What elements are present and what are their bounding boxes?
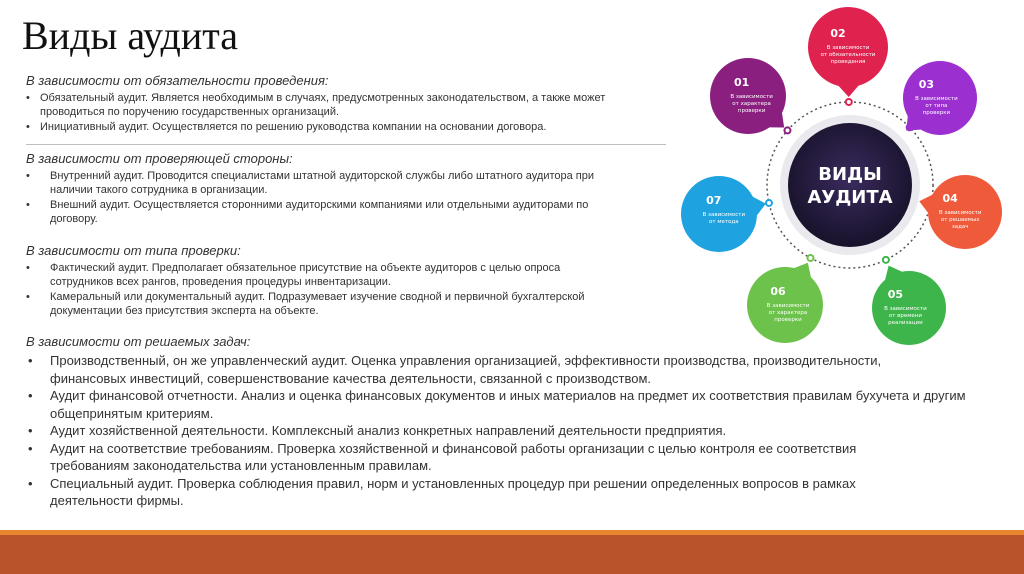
connector-dot (846, 99, 852, 105)
bubble-label: В зависимости (938, 210, 982, 216)
section-heading: В зависимости от решаемых задач: (26, 334, 251, 349)
divider (26, 144, 666, 145)
list-item: • Аудит на соответствие требованиям. Проверка хозяйственной и финансовой работы организации с целью контроля ее соответствия требованиям законодательства или установленным правилам. (26, 440, 930, 475)
bubble-label: от характера (768, 310, 808, 316)
page-title: Виды аудита (22, 13, 238, 58)
list-item: • Инициативный аудит. Осуществляется по решению руководства компании на основании договора. (26, 120, 646, 134)
center-title-line2: АУДИТА (807, 187, 893, 208)
bubble-06 (747, 263, 823, 343)
bullet-list (26, 261, 646, 318)
bubble-04 (919, 175, 1002, 249)
bullet-list (26, 91, 646, 134)
footer-bar (0, 535, 1024, 574)
bubble-label: от обязательности (820, 52, 876, 58)
bubble-number: 04 (942, 192, 958, 205)
bullet-list (26, 352, 986, 510)
bubble-label: от решаемых (940, 217, 980, 223)
section-heading: В зависимости от типа проверки: (26, 243, 241, 258)
bubble-07 (681, 176, 766, 252)
list-item: • Производственный, он же управленческий аудит. Оценка управления организацией, эффективности производства, производительности, финансовых инвестиций, совершенствование качества деятельности, связанной с производством. (26, 352, 950, 387)
bubble-label: проверки (922, 110, 951, 116)
connector-dot (807, 255, 813, 261)
bubble-label: В зависимости (766, 303, 810, 309)
connector-dot (766, 200, 772, 206)
list-item: • Внешний аудит. Осуществляется сторонними аудиторскими компаниями или отдельными аудиторами по договору. (26, 198, 630, 226)
bubble-label: задач (951, 224, 969, 230)
bubble-number: 02 (830, 27, 846, 40)
list-item: • Обязательный аудит. Является необходимым в случаях, предусмотренных законодательством, а также может проводиться по поручению государственных организаций. (26, 91, 646, 119)
connector-dot (883, 257, 889, 263)
bubble-label: от метода (709, 219, 739, 225)
list-item: • Внутренний аудит. Проводится специалистами штатной аудиторской службы либо штатного аудитора при наличии такого сотрудника в организации. (26, 169, 630, 197)
section-inspecting-party (26, 151, 646, 227)
audit-types-diagram (668, 0, 1020, 350)
center-circle (788, 123, 912, 247)
bubble-label: В зависимости (884, 306, 927, 312)
section-heading: В зависимости от обязательности проведения: (26, 73, 329, 88)
bubble-number: 03 (918, 78, 935, 91)
bubble-number: 06 (770, 285, 786, 298)
list-item: • Специальный аудит. Проверка соблюдения правил, норм и установленных процедур при решении определенных вопросов в рамках деятельности фирмы. (26, 475, 940, 510)
bubble-03 (903, 61, 977, 135)
bubble-label: от времени (888, 313, 922, 319)
bubble-label: от типа (925, 103, 948, 109)
bubble-02 (808, 7, 888, 97)
bullet-list (26, 169, 646, 226)
bubble-label: проверки (737, 108, 766, 114)
list-item: • Камеральный или документальный аудит. Подразумевает изучение сводной и первичной бухгалтерской документации без присутствия эксперта на объекте. (26, 290, 610, 318)
center-title-line1: ВИДЫ (818, 164, 882, 185)
list-item: • Аудит хозяйственной деятельности. Комплексный анализ конкретных направлений деятельности предприятия. (26, 422, 986, 440)
connector-dot (784, 127, 790, 133)
list-item: • Фактический аудит. Предполагает обязательное присутствие на объекте аудиторов с целью опроса сотрудников всех рангов, проведения процедуры инвентаризации. (26, 261, 610, 289)
bubble-label: реализации (888, 320, 923, 326)
section-heading: В зависимости от проверяющей стороны: (26, 151, 293, 166)
bubble-01 (710, 58, 786, 134)
section-mandatory (26, 73, 646, 135)
bubble-label: проведения (830, 59, 866, 65)
bubble-05 (872, 266, 946, 345)
list-item: • Аудит финансовой отчетности. Анализ и оценка финансовых документов и иных материалов на предмет их соответствия правилам бухучета и другим общепринятым критериям. (26, 387, 990, 422)
bubble-label: В зависимости (826, 45, 870, 51)
bubble-number: 07 (706, 194, 722, 207)
bubble-label: проверки (774, 317, 802, 323)
bubble-number: 05 (887, 288, 904, 301)
section-tasks (26, 334, 986, 510)
bubble-label: В зависимости (730, 94, 773, 100)
bubble-label: от характера (732, 101, 771, 107)
bubble-label: В зависимости (702, 212, 746, 218)
bubble-number: 01 (733, 76, 750, 89)
bubble-label: В зависимости (915, 96, 958, 102)
section-inspection-type (26, 243, 646, 319)
